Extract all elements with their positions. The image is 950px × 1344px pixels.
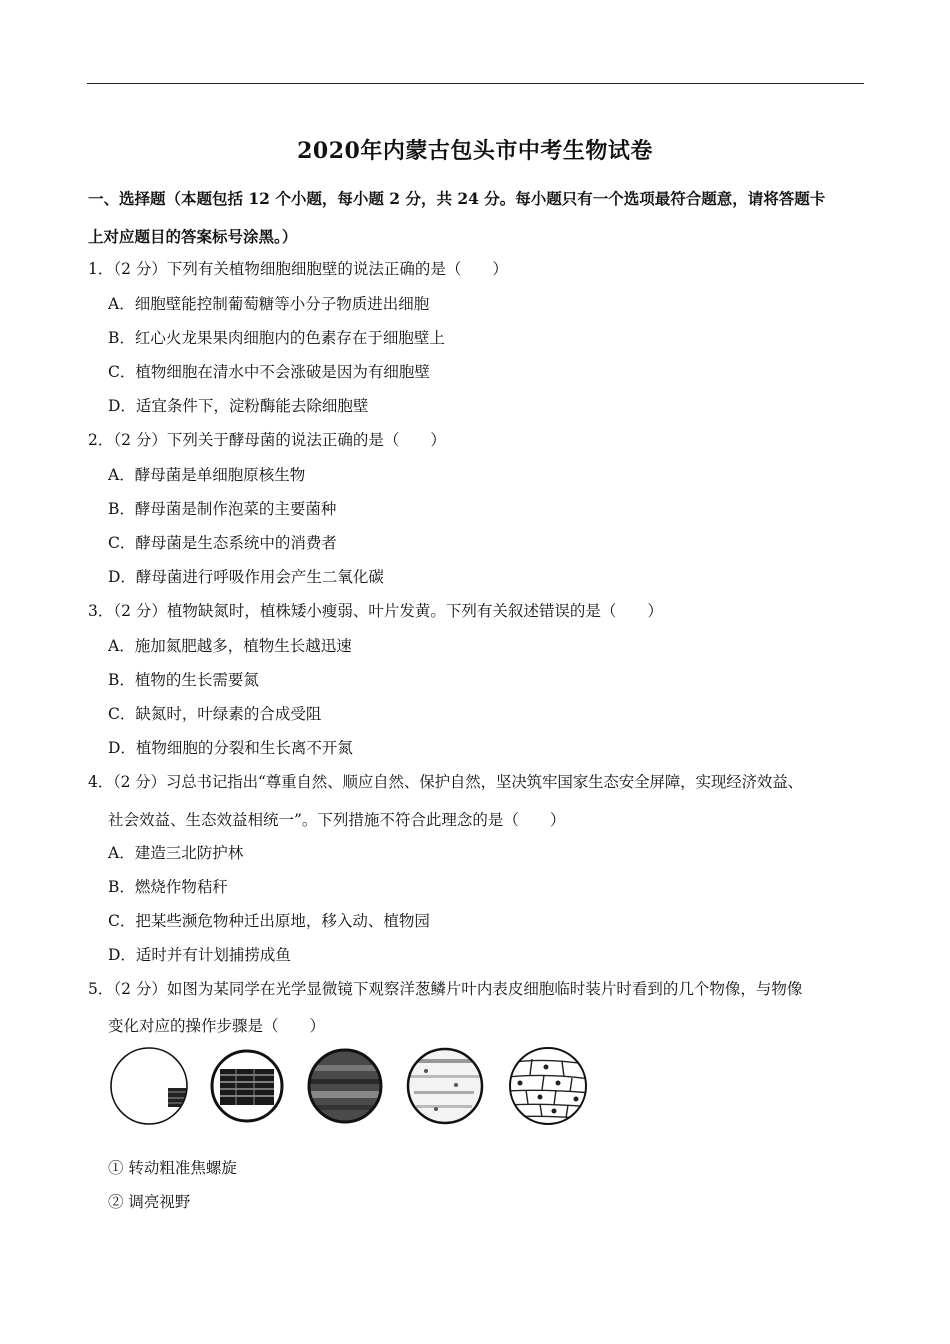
question-2-option-d: D．酵母菌进行呼吸作用会产生二氧化碳 <box>108 568 384 586</box>
question-1-option-b: B．红心火龙果果肉细胞内的色素存在于细胞壁上 <box>108 329 445 347</box>
header-rule <box>87 83 864 84</box>
microscope-image-1 <box>108 1045 190 1127</box>
question-2-stem: 2．（2 分）下列关于酵母菌的说法正确的是（ ） <box>88 431 446 449</box>
microscope-image-4 <box>404 1045 486 1127</box>
question-1-option-a: A．细胞壁能控制葡萄糖等小分子物质进出细胞 <box>108 295 430 313</box>
question-3-option-b: B．植物的生长需要氮 <box>108 671 259 689</box>
exam-title: 2020年内蒙古包头市中考生物试卷 <box>297 138 653 164</box>
question-1-option-c: C．植物细胞在清水中不会涨破是因为有细胞壁 <box>108 363 430 381</box>
microscope-images <box>108 1045 608 1129</box>
question-1-stem: 1．（2 分）下列有关植物细胞细胞壁的说法正确的是（ ） <box>88 260 508 278</box>
question-3-option-d: D．植物细胞的分裂和生长离不开氮 <box>108 739 353 757</box>
question-4-option-c: C．把某些濒危物种迁出原地，移入动、植物园 <box>108 912 430 930</box>
section-heading-line1: 一、选择题（本题包括 12 个小题，每小题 2 分，共 24 分。每小题只有一个选项最符合题意，请将答题卡 <box>88 189 826 208</box>
question-4-option-d: D．适时并有计划捕捞成鱼 <box>108 946 291 964</box>
question-5-stem: 5．（2 分）如图为某同学在光学显微镜下观察洋葱鳞片叶内表皮细胞临时装片时看到的几个物像，与物像 <box>88 980 803 998</box>
question-4-stem-continued: 社会效益、生态效益相统一”。下列措施不符合此理念的是（ ） <box>108 811 566 829</box>
question-3-option-a: A．施加氮肥越多，植物生长越迅速 <box>108 637 352 655</box>
question-5-stem-continued: 变化对应的操作步骤是（ ） <box>108 1017 326 1035</box>
microscope-image-2 <box>206 1045 288 1127</box>
question-1-option-d: D．适宜条件下，淀粉酶能去除细胞壁 <box>108 397 369 415</box>
question-4-option-b: B．燃烧作物秸秆 <box>108 878 228 896</box>
question-2-option-c: C．酵母菌是生态系统中的消费者 <box>108 534 337 552</box>
microscope-image-3 <box>304 1045 386 1127</box>
question-3-option-c: C．缺氮时，叶绿素的合成受阻 <box>108 705 322 723</box>
question-5-step-2: ② 调亮视野 <box>108 1193 191 1211</box>
section-heading-line2: 上对应题目的答案标号涂黑。） <box>88 227 298 246</box>
question-2-option-a: A．酵母菌是单细胞原核生物 <box>108 466 306 484</box>
question-3-stem: 3．（2 分）植物缺氮时，植株矮小瘦弱、叶片发黄。下列有关叙述错误的是（ ） <box>88 602 663 620</box>
question-4-option-a: A．建造三北防护林 <box>108 844 244 862</box>
question-4-stem: 4．（2 分）习总书记指出“尊重自然、顺应自然、保护自然，坚决筑牢国家生态安全屏障，实现经济效益、 <box>88 773 803 791</box>
question-5-step-1: ① 转动粗准焦螺旋 <box>108 1159 237 1177</box>
microscope-image-5 <box>506 1045 590 1127</box>
question-2-option-b: B．酵母菌是制作泡菜的主要菌种 <box>108 500 337 518</box>
